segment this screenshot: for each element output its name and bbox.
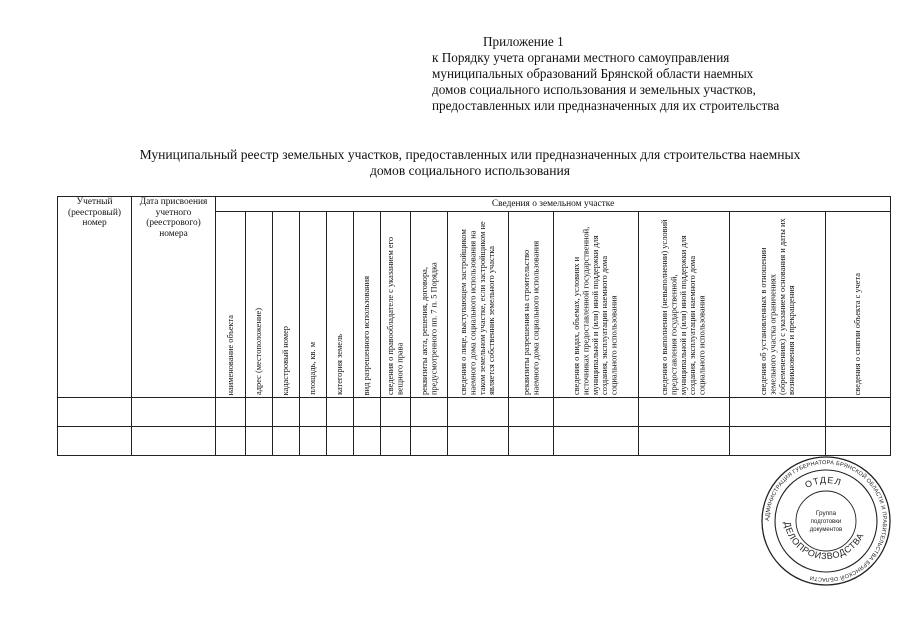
table-cell [216,398,246,427]
table-cell [448,398,509,427]
stamp-arc-bottom: ДЕЛОПРОИЗВОДСТВА [782,520,866,562]
table-cell [381,398,411,427]
table-cell [132,398,216,427]
table-cell [273,398,300,427]
registry-title [60,147,880,179]
appendix-line: муниципальных образований Брянской области наемных [432,66,754,81]
registry-table [57,196,891,456]
header-deregistration: сведения о снятии объекта с учета [826,212,891,398]
table-cell [381,427,411,456]
header-support-conditions: сведения о выполнении (невыполнении) условий предоставления государственной, муниципальной и (или) иной поддержки для создания, эксплуатации наемного дома социального использования [639,212,730,398]
header-land-category: категория земель [327,212,354,398]
appendix-header [432,34,882,114]
table-cell [354,427,381,456]
table-cell [216,427,246,456]
table-cell [58,398,132,427]
table-cell [509,398,554,427]
table-cell [300,398,327,427]
stamp-center-line: подготовки [810,519,842,525]
table-cell [730,398,826,427]
header-act-details: реквизиты акта, решения, договора, предусмотренного пп. 7 п. 5 Порядка [411,212,448,398]
stamp-center-line: документов [809,527,843,533]
table-cell [509,427,554,456]
appendix-line: к Порядку учета органами местного самоуправления [432,50,730,65]
table-cell [58,427,132,456]
table-cell [246,427,273,456]
appendix-title: Приложение 1 [483,34,564,49]
header-building-permit: реквизиты разрешения на строительство наемного дома социального использования [509,212,554,398]
table-cell [826,398,891,427]
table-row [58,427,891,456]
table-cell [826,427,891,456]
table-cell [354,398,381,427]
table-cell [327,398,354,427]
table-cell [327,427,354,456]
header-area: площадь, кв. м [300,212,327,398]
header-land-plot-info: Сведения о земельном участке [216,197,891,212]
table-cell [411,427,448,456]
stamp-arc-top: ОТДЕЛ [803,474,844,490]
header-support-types: сведения о видах, объемах, условиях и источниках предоставленной государственной, муниципальной и (или) иной поддержки для создания, эксплуатации наемного дома социального использования [554,212,639,398]
table-cell [273,427,300,456]
table-cell [300,427,327,456]
table-cell [448,427,509,456]
header-address: адрес (местоположение) [246,212,273,398]
table-cell [639,398,730,427]
header-cadastral-number: кадастровый номер [273,212,300,398]
table-cell [411,398,448,427]
stamp-outer-text: АДМИНИСТРАЦИЯ ГУБЕРНАТОРА БРЯНСКОЙ ОБЛАСТИ И ПРАВИТЕЛЬСТВА БРЯНСКОЙ ОБЛАСТИ [764,459,888,583]
table-cell [639,427,730,456]
official-stamp [760,455,892,587]
table-cell [554,427,639,456]
registry-title-line-1: Муниципальный реестр земельных участков, предоставленных или предназначенных для строительства наемных [139,147,801,162]
stamp-center-line: Группа [815,510,837,517]
header-right-holder: сведения о правообладателе с указанием его вещного права [381,212,411,398]
header-assign-date: Дата присвоения учетного (реестрового) номера [132,197,216,398]
appendix-line: предоставленных или предназначенных для их строительства [432,98,780,113]
header-permitted-use: вид разрешенного использования [354,212,381,398]
header-object-name: наименование объекта [216,212,246,398]
table-cell [730,427,826,456]
table-cell [246,398,273,427]
registry-title-line-2: домов социального использования [369,163,571,178]
header-encumbrances: сведения об установленных в отношении земельного участка ограничениях (обременениях) с указанием основания и даты их возникновения и прекращения [730,212,826,398]
table-cell [554,398,639,427]
appendix-line: домов социального использования и земельных участков, [432,82,756,97]
header-developer: сведения о лице, выступающем застройщиком наемного дома социального использования на таком земельном участке, если застройщиком не является собственник земельного участка [448,212,509,398]
header-account-number: Учетный (реестровый) номер [58,197,132,398]
table-row [58,398,891,427]
table-cell [132,427,216,456]
